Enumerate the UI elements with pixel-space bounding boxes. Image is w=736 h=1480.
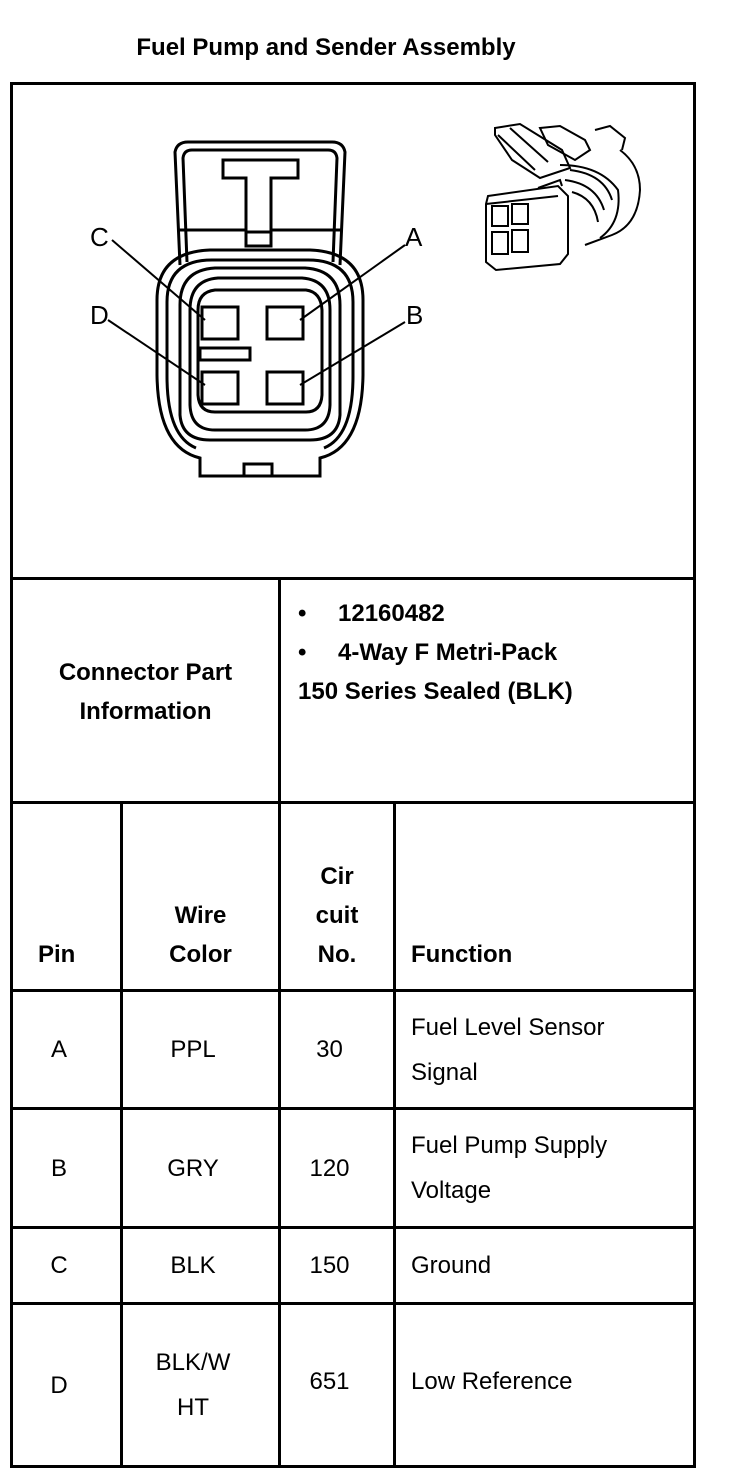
row-b-function-line1: Fuel Pump Supply [411, 1132, 608, 1159]
row-c-color: BLK [170, 1252, 216, 1279]
row-b-pin: B [50, 1154, 67, 1182]
pin-label-d: D [90, 300, 109, 330]
frame-bottom [10, 1465, 696, 1468]
row-d-function: Low Reference [411, 1367, 573, 1395]
header-wire-color-line2: Color [169, 941, 232, 968]
connector-part-number [298, 594, 445, 633]
divider-info-col [278, 577, 281, 804]
row-d-pin: D [50, 1371, 68, 1399]
header-wire-color [123, 896, 278, 974]
pin-label-b: B [406, 300, 424, 330]
header-circuit-line1: Cir [320, 863, 354, 890]
row-c-pin: C [50, 1252, 68, 1279]
row-c-circuit: 150 [309, 1252, 350, 1279]
connector-info-label-line1: Connector Part [58, 659, 233, 686]
header-wire-color-line1: Wire [174, 902, 227, 929]
row-a-circuit: 30 [316, 1036, 343, 1063]
pin-label-c: C [90, 222, 109, 252]
connector-type-text: 4-Way F Metri-Pack [338, 639, 558, 666]
divider-info [10, 801, 696, 804]
header-pin: Pin [38, 941, 76, 968]
row-a-function-line1: Fuel Level Sensor [411, 1013, 605, 1041]
header-function: Function [411, 941, 513, 968]
row-b-function [411, 1110, 691, 1226]
connector-info-label [13, 653, 278, 731]
row-c-function: Ground [411, 1252, 492, 1279]
connector-part-number-text: 12160482 [338, 600, 445, 627]
connector-type [298, 633, 557, 672]
row-a-function-line2: Signal [411, 1058, 478, 1086]
connector-face-diagram [0, 82, 736, 582]
row-b-function-line2: Voltage [411, 1177, 492, 1204]
bullet-icon: • [298, 639, 307, 666]
col-line-3 [393, 801, 396, 1468]
row-d-color [123, 1305, 263, 1465]
row-d-color-line1: BLK/W [155, 1349, 231, 1376]
row-d-circuit: 651 [309, 1367, 350, 1395]
connector-isometric-view [486, 124, 640, 270]
bullet-icon: • [298, 600, 307, 627]
page-title: Fuel Pump and Sender Assembly [136, 34, 516, 61]
row-b-circuit: 120 [309, 1154, 350, 1182]
row-a-pin: A [50, 1036, 67, 1063]
row-a-function [411, 992, 691, 1107]
header-circuit-line3: No. [317, 941, 357, 968]
row-d-color-line2: HT [177, 1394, 209, 1421]
header-circuit [281, 857, 393, 974]
connector-info-label-line2: Information [79, 698, 212, 725]
row-b-color: GRY [167, 1154, 219, 1182]
pin-label-a: A [405, 222, 423, 252]
header-circuit-line2: cuit [315, 902, 359, 929]
row-a-color: PPL [170, 1036, 216, 1063]
connector-series: 150 Series Sealed (BLK) [298, 678, 573, 705]
